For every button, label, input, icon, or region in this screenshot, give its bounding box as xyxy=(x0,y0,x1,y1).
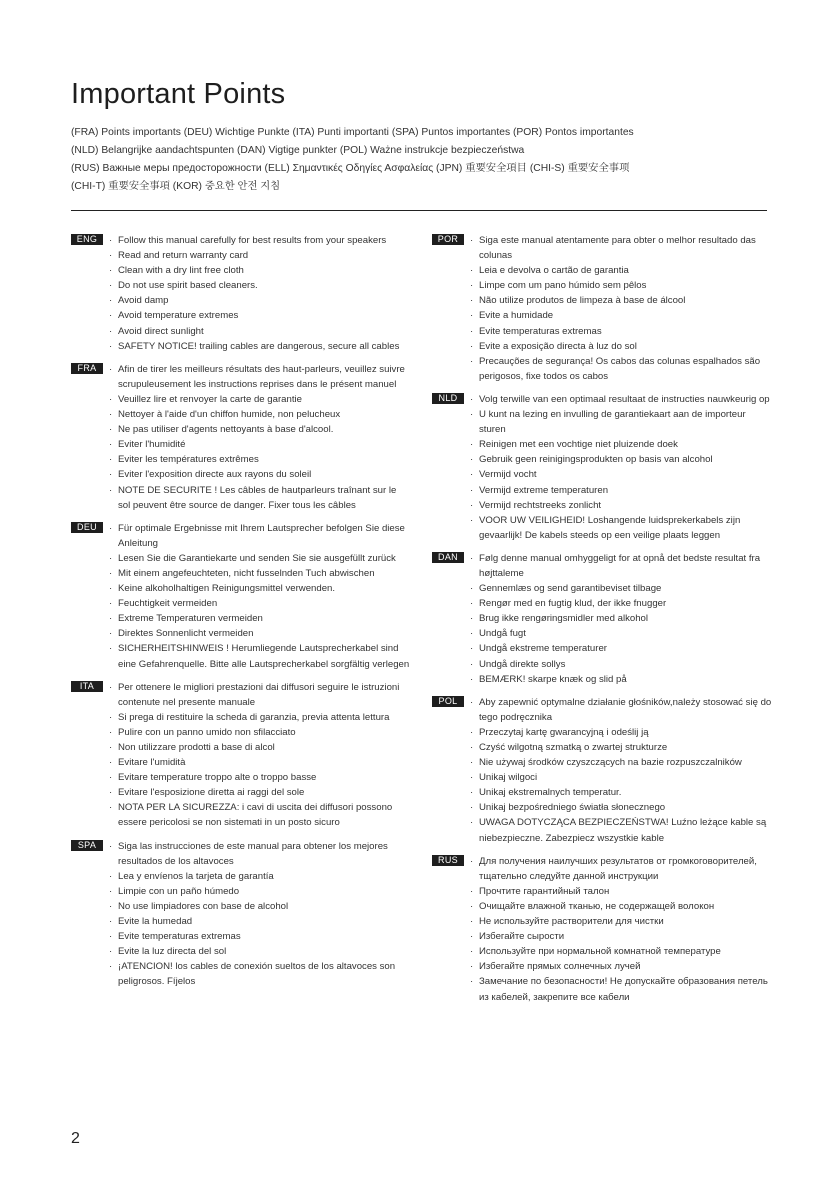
list-item: · Gennemlæs og send garantibeviset tilbage xyxy=(470,581,772,596)
list-item: · NOTA PER LA SICUREZZA: i cavi di uscita dei diffusori possono essere pericolosi se non sistemati in un posto sicuro xyxy=(109,800,411,830)
list-item: · VOOR UW VEILIGHEID! Loshangende luidsprekerkabels zijn gevaarlijk! De kabels steeds op een veilige plaats leggen xyxy=(470,513,772,543)
list-item: · SICHERHEITSHINWEIS ! Herumliegende Lautsprecherkabel sind eine Gefahrenquelle. Bitte alle Lautsprecherkabel sorgfältig verlegen xyxy=(109,641,411,671)
language-tag: ENG xyxy=(71,234,103,245)
list-item: · Evitare l'umidità xyxy=(109,755,411,770)
list-item: · Siga las instrucciones de este manual para obtener los mejores resultados de los altavoces xyxy=(109,839,411,869)
list-item: · Mit einem angefeuchteten, nicht fusselnden Tuch abwischen xyxy=(109,566,411,581)
list-item: · Limpe com um pano húmido sem pêlos xyxy=(470,278,772,293)
language-tag: DEU xyxy=(71,522,103,533)
list-item: · Read and return warranty card xyxy=(109,248,411,263)
instruction-list xyxy=(71,521,411,672)
list-item: · Non utilizzare prodotti a base di alcol xyxy=(109,740,411,755)
list-item: · Siga este manual atentamente para obter o melhor resultado das colunas xyxy=(470,233,772,263)
list-item: · Avoid direct sunlight xyxy=(109,324,411,339)
list-item: · Evite la humedad xyxy=(109,914,411,929)
divider xyxy=(71,210,767,211)
list-item: · Extreme Temperaturen vermeiden xyxy=(109,611,411,626)
list-item: · BEMÆRK! skarpe knæk og slid på xyxy=(470,672,772,687)
list-item: · Evite a humidade xyxy=(470,308,772,323)
list-item: · Evitare l'esposizione diretta ai raggi del sole xyxy=(109,785,411,800)
section-spa xyxy=(71,839,411,990)
instruction-list xyxy=(71,839,411,990)
list-item: · Undgå fugt xyxy=(470,626,772,641)
language-tag: NLD xyxy=(432,393,464,404)
list-item: · No use limpiadores con base de alcohol xyxy=(109,899,411,914)
list-item: · Evite la luz directa del sol xyxy=(109,944,411,959)
language-line: (RUS) Важные меры предосторожности (ELL) Σημαντικές Οδηγίες Ασφαλείας (JPN) 重要安全項目 (CHI-S) 重要安全事项 xyxy=(71,163,630,174)
list-item: · Afin de tirer les meilleurs résultats des haut-parleurs, veuillez suivre scrupuleusement les instructions reprises dans le présent manuel xyxy=(109,362,411,392)
list-item: · Feuchtigkeit vermeiden xyxy=(109,596,411,611)
instruction-list xyxy=(432,392,772,543)
list-item: · Przeczytaj kartę gwarancyjną i odeślij ją xyxy=(470,725,772,740)
list-item: · Undgå direkte sollys xyxy=(470,657,772,672)
language-tag: FRA xyxy=(71,363,103,374)
left-column xyxy=(71,233,411,998)
instruction-list xyxy=(71,680,411,831)
list-item: · Precauções de segurança! Os cabos das colunas espalhados são perigosos, fixe todos os cabos xyxy=(470,354,772,384)
list-item: · Eviter les températures extrêmes xyxy=(109,452,411,467)
instruction-list xyxy=(432,695,772,846)
list-item: · Do not use spirit based cleaners. xyxy=(109,278,411,293)
list-item: · Vermijd vocht xyxy=(470,467,772,482)
instruction-list xyxy=(71,233,411,354)
instruction-list xyxy=(71,362,411,513)
list-item: · Limpie con un paño húmedo xyxy=(109,884,411,899)
list-item: · Czyść wilgotną szmatką o zwartej strukturze xyxy=(470,740,772,755)
right-column xyxy=(432,233,772,1013)
list-item: · Nie używaj środków czyszczących na bazie rozpuszczalników xyxy=(470,755,772,770)
language-tag: POR xyxy=(432,234,464,245)
list-item: · Vermijd extreme temperaturen xyxy=(470,483,772,498)
list-item: · Keine alkoholhaltigen Reinigungsmittel verwenden. xyxy=(109,581,411,596)
list-item: · Lea y envíenos la tarjeta de garantía xyxy=(109,869,411,884)
list-item: · Ne pas utiliser d'agents nettoyants à base d'alcool. xyxy=(109,422,411,437)
list-item: · NOTE DE SECURITE ! Les câbles de hautparleurs traînant sur le sol peuvent être source de danger. Fixer tous les câbles xyxy=(109,483,411,513)
list-item: · Direktes Sonnenlicht vermeiden xyxy=(109,626,411,641)
list-item: · Pulire con un panno umido non sfilacciato xyxy=(109,725,411,740)
list-item: · Evite temperaturas extremas xyxy=(109,929,411,944)
list-item: · Прочтите гарантийный талон xyxy=(470,884,772,899)
list-item: · Per ottenere le migliori prestazioni dai diffusori seguire le istruzioni contenute nel presente manuale xyxy=(109,680,411,710)
section-nld xyxy=(432,392,772,543)
language-line: (NLD) Belangrijke aandachtspunten (DAN) Vigtige punkter (POL) Ważne instrukcje bezpieczeństwa xyxy=(71,145,525,156)
list-item: · SAFETY NOTICE! trailing cables are dangerous, secure all cables xyxy=(109,339,411,354)
section-ita xyxy=(71,680,411,831)
list-item: · Для получения наилучших результатов от громкоговорителей, тщательно следуйте данной инструкции xyxy=(470,854,772,884)
language-tag: DAN xyxy=(432,552,464,563)
list-item: · Für optimale Ergebnisse mit Ihrem Lautsprecher befolgen Sie diese Anleitung xyxy=(109,521,411,551)
list-item: · Замечание по безопасности! Не допускайте образования петель из кабелей, закрепите все кабели xyxy=(470,974,772,1004)
list-item: · Avoid damp xyxy=(109,293,411,308)
list-item: · Unikaj wilgoci xyxy=(470,770,772,785)
instruction-list xyxy=(432,854,772,1005)
list-item: · Используйте при нормальной комнатной температуре xyxy=(470,944,772,959)
list-item: · Evite temperaturas extremas xyxy=(470,324,772,339)
list-item: · UWAGA DOTYCZĄCA BEZPIECZEŃSTWA! Luźno leżące kable są niebezpieczne. Zabezpiecz wszystkie kable xyxy=(470,815,772,845)
list-item: · U kunt na lezing en invulling de garantiekaart aan de importeur sturen xyxy=(470,407,772,437)
list-item: · Eviter l'exposition directe aux rayons du soleil xyxy=(109,467,411,482)
list-item: · Volg terwille van een optimaal resultaat de instructies nauwkeurig op xyxy=(470,392,772,407)
list-item: · Очищайте влажной тканью, не содержащей волокон xyxy=(470,899,772,914)
list-item: · Vermijd rechtstreeks zonlicht xyxy=(470,498,772,513)
page-number: 2 xyxy=(71,1130,80,1147)
list-item: · Nettoyer à l'aide d'un chiffon humide, non pelucheux xyxy=(109,407,411,422)
list-item: · Brug ikke rengøringsmidler med alkohol xyxy=(470,611,772,626)
section-por xyxy=(432,233,772,384)
language-list xyxy=(71,124,771,196)
list-item: · Reinigen met een vochtige niet pluizende doek xyxy=(470,437,772,452)
instruction-list xyxy=(432,233,772,384)
language-tag: ITA xyxy=(71,681,103,692)
section-rus xyxy=(432,854,772,1005)
section-dan xyxy=(432,551,772,687)
instruction-list xyxy=(432,551,772,687)
list-item: · Evitare temperature troppo alte o troppo basse xyxy=(109,770,411,785)
list-item: · Undgå ekstreme temperaturer xyxy=(470,641,772,656)
list-item: · Follow this manual carefully for best results from your speakers xyxy=(109,233,411,248)
list-item: · Не используйте растворители для чистки xyxy=(470,914,772,929)
list-item: · Avoid temperature extremes xyxy=(109,308,411,323)
section-fra xyxy=(71,362,411,513)
list-item: · Aby zapewnić optymalne działanie głośników,należy stosować się do tego podręcznika xyxy=(470,695,772,725)
section-eng xyxy=(71,233,411,354)
list-item: · Følg denne manual omhyggeligt for at opnå det bedste resultat fra højttaleme xyxy=(470,551,772,581)
language-line: (FRA) Points importants (DEU) Wichtige Punkte (ITA) Punti importanti (SPA) Puntos importantes (POR) Pontos importantes xyxy=(71,127,634,138)
language-tag: SPA xyxy=(71,840,103,851)
list-item: · Clean with a dry lint free cloth xyxy=(109,263,411,278)
list-item: · Rengør med en fugtig klud, der ikke fnugger xyxy=(470,596,772,611)
list-item: · Si prega di restituire la scheda di garanzia, previa attenta lettura xyxy=(109,710,411,725)
list-item: · Unikaj ekstremalnych temperatur. xyxy=(470,785,772,800)
list-item: · Veuillez lire et renvoyer la carte de garantie xyxy=(109,392,411,407)
list-item: · Избегайте сырости xyxy=(470,929,772,944)
list-item: · Eviter l'humidité xyxy=(109,437,411,452)
page-title: Important Points xyxy=(71,78,286,110)
list-item: · Leia e devolva o cartão de garantia xyxy=(470,263,772,278)
list-item: · Lesen Sie die Garantiekarte und senden Sie sie ausgefüllt zurück xyxy=(109,551,411,566)
language-tag: RUS xyxy=(432,855,464,866)
list-item: · Избегайте прямых солнечных лучей xyxy=(470,959,772,974)
list-item: · Unikaj bezpośredniego światła słonecznego xyxy=(470,800,772,815)
section-pol xyxy=(432,695,772,846)
list-item: · Evite a exposição directa à luz do sol xyxy=(470,339,772,354)
language-line: (CHI-T) 重要安全事項 (KOR) 중요한 안전 지침 xyxy=(71,181,281,192)
section-deu xyxy=(71,521,411,672)
language-tag: POL xyxy=(432,696,464,707)
list-item: · Gebruik geen reinigingsprodukten op basis van alcohol xyxy=(470,452,772,467)
list-item: · Não utilize produtos de limpeza à base de álcool xyxy=(470,293,772,308)
list-item: · ¡ATENCION! los cables de conexión sueltos de los altavoces son peligrosos. Fíjelos xyxy=(109,959,411,989)
